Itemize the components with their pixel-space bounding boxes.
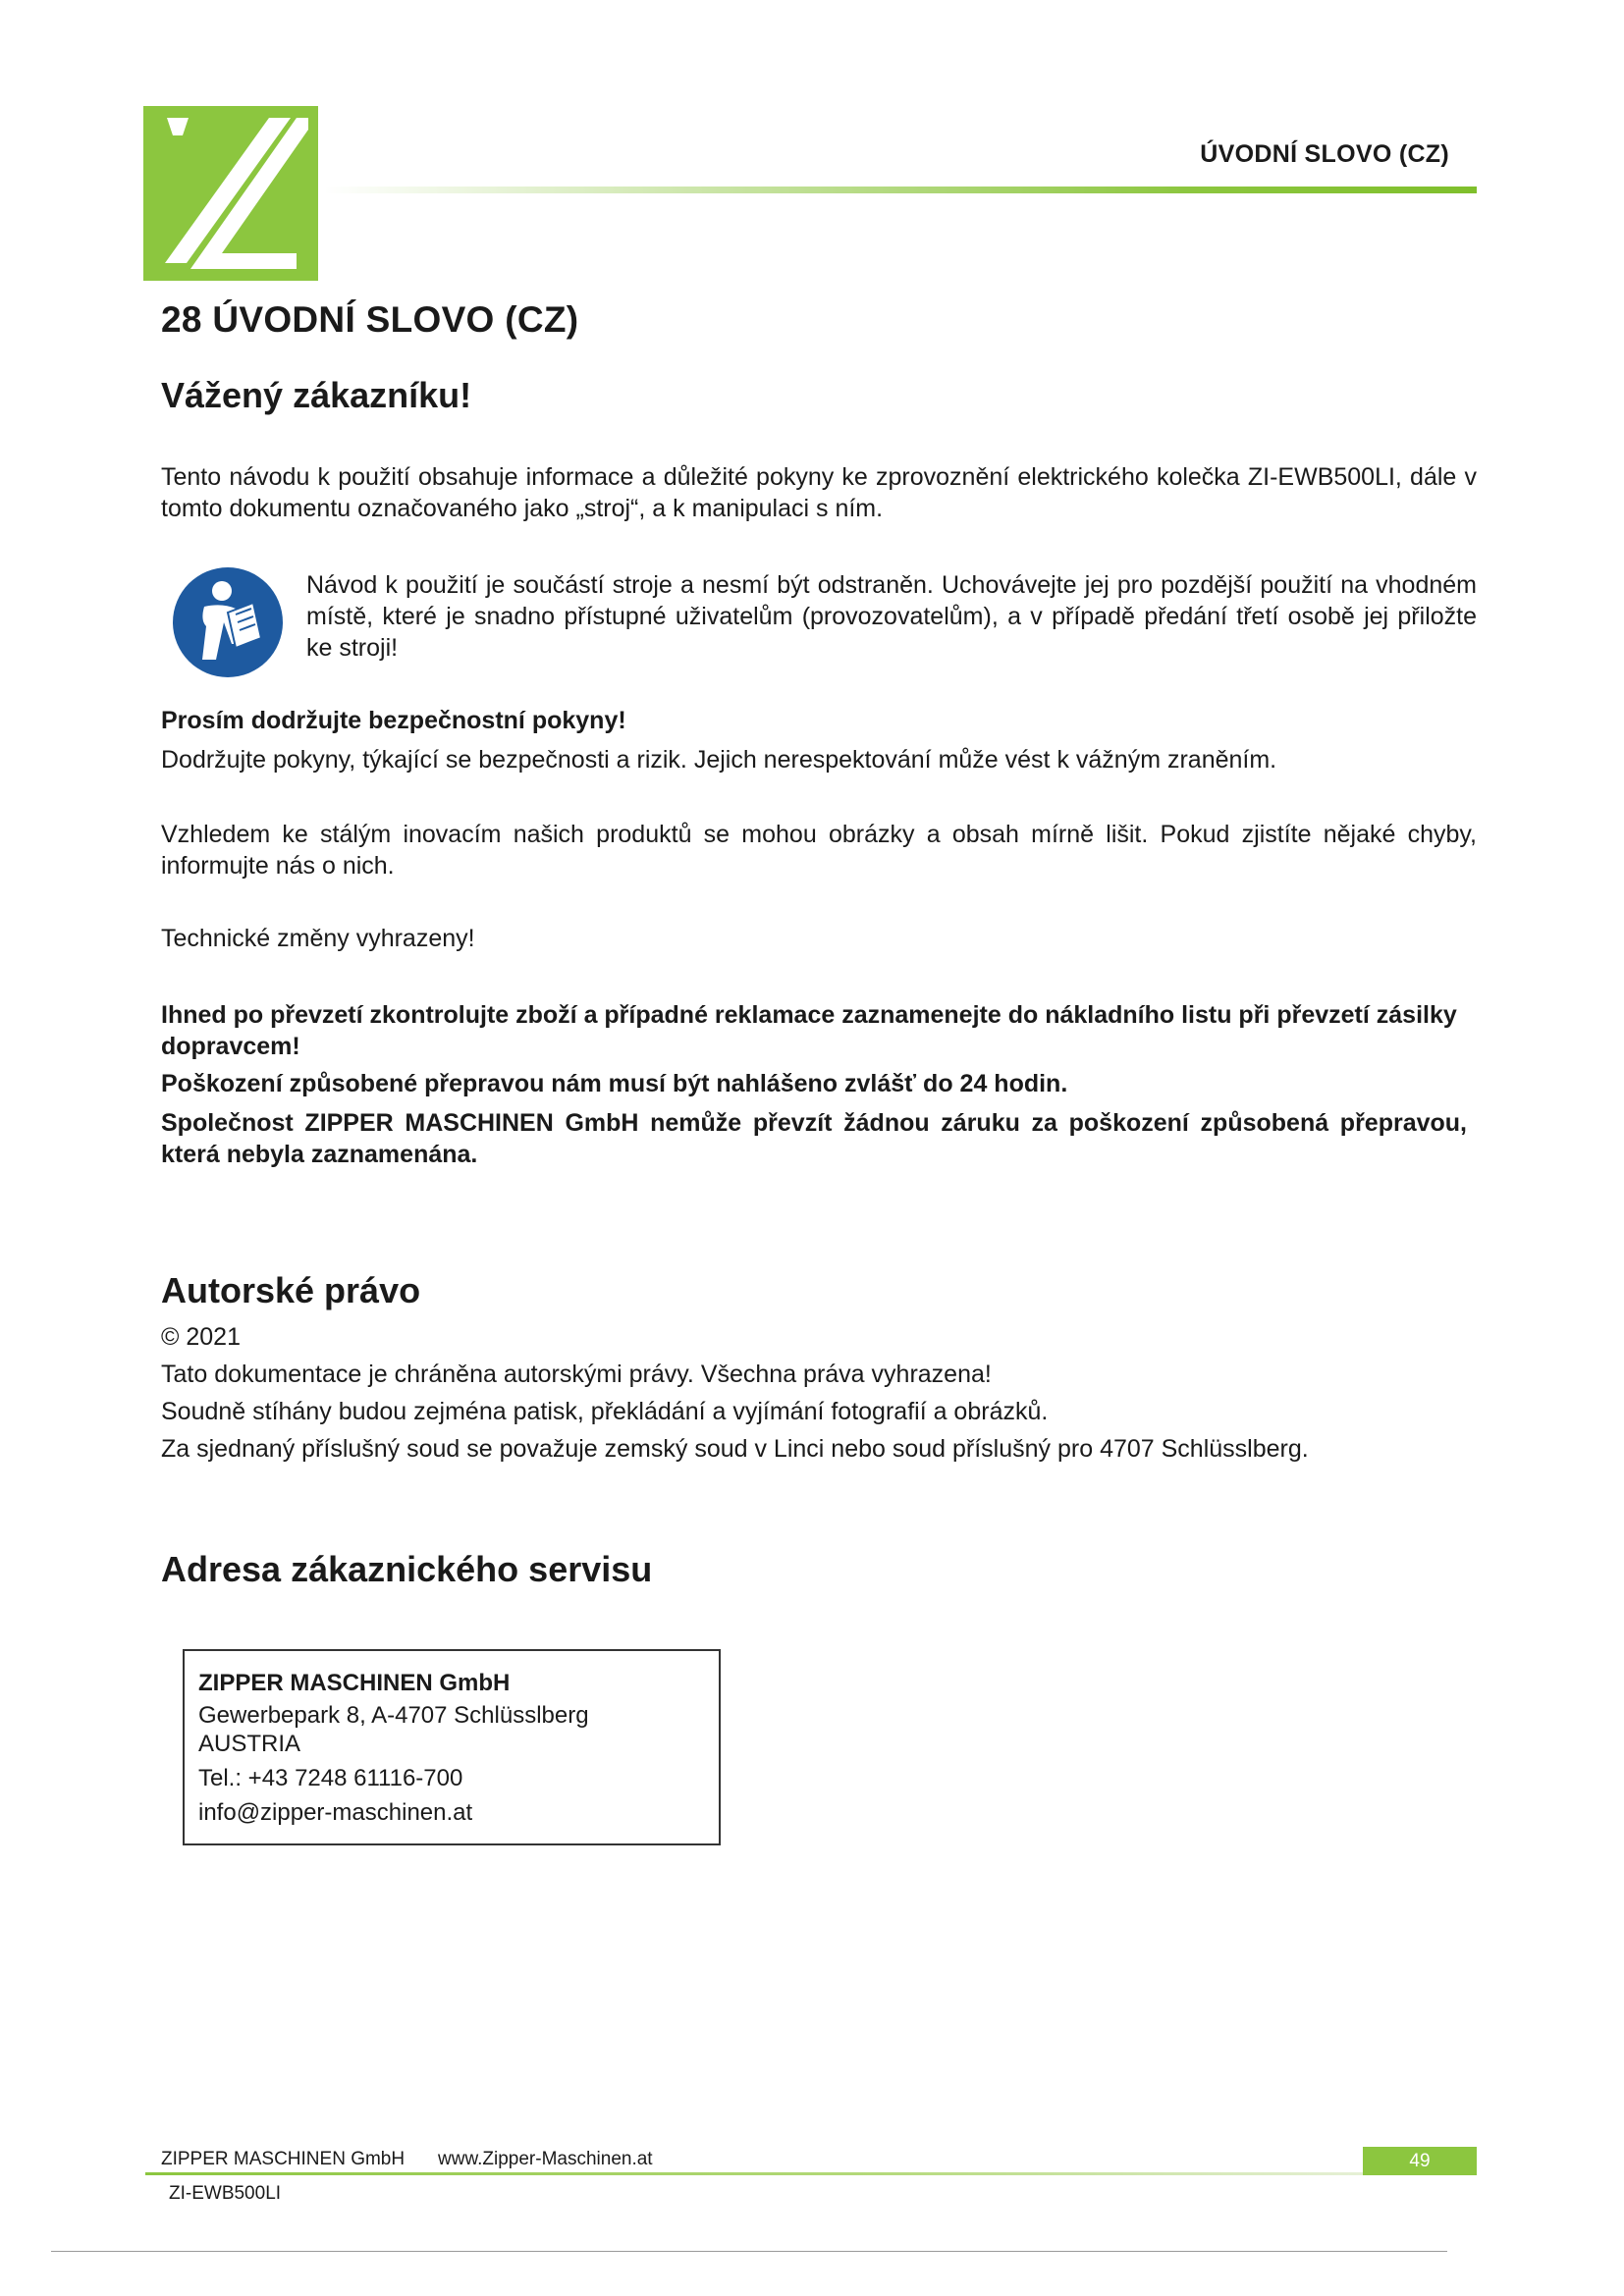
footer-model: ZI-EWB500LI <box>169 2183 282 2204</box>
footer-divider <box>145 2172 1363 2175</box>
read-manual-icon <box>171 565 285 679</box>
transport-check-paragraph: Ihned po převzetí zkontrolujte zboží a případné reklamace zaznamenejte do nákladního listu při převzetí zásilky dopravcem! <box>161 1001 1457 1060</box>
footer-website[interactable]: www.Zipper-Maschinen.at <box>438 2149 653 2169</box>
transport-warranty-paragraph: Společnost ZIPPER MASCHINEN GmbH nemůže převzít žádnou záruku za poškození způsobená přepravou, která nebyla zaznamenána. <box>161 1109 1467 1168</box>
zipper-logo-icon <box>143 106 318 281</box>
footer-company: ZIPPER MASCHINEN GmbH <box>161 2149 406 2169</box>
service-company: ZIPPER MASCHINEN GmbH <box>198 1670 511 1696</box>
header-divider <box>324 187 1477 193</box>
safety-text: Dodržujte pokyny, týkající se bezpečnosti a rizik. Jejich nerespektování může vést k vážným zraněním. <box>161 746 1277 774</box>
copyright-line-1: Tato dokumentace je chráněna autorskými právy. Všechna práva vyhrazena! <box>161 1361 992 1388</box>
copyright-heading: Autorské právo <box>161 1270 421 1310</box>
greeting-heading: Vážený zákazníku! <box>161 375 472 415</box>
service-heading: Adresa zákaznického servisu <box>161 1549 653 1589</box>
copyright-line-2: Soudně stíhány budou zejména patisk, překládání a vyjímání fotografií a obrázků. <box>161 1398 1049 1425</box>
page-bottom-rule <box>51 2251 1447 2252</box>
service-phone: Tel.: +43 7248 61116-700 <box>198 1765 463 1791</box>
service-address-box <box>183 1649 721 1845</box>
service-street: Gewerbepark 8, A-4707 Schlüsslberg <box>198 1702 589 1729</box>
service-email[interactable]: info@zipper-maschinen.at <box>198 1799 473 1826</box>
tech-changes-note: Technické změny vyhrazeny! <box>161 925 475 952</box>
page-number: 49 <box>1363 2147 1477 2175</box>
service-country: AUSTRIA <box>198 1731 301 1757</box>
chapter-title: 28 ÚVODNÍ SLOVO (CZ) <box>161 299 579 340</box>
intro-paragraph: Tento návodu k použití obsahuje informace a důležité pokyny ke zprovoznění elektrického kolečka ZI-EWB500LI, dále v tomto dokumentu označovaného jako „stroj“, a k manipulaci s ním. <box>161 463 1477 522</box>
copyright-year: © 2021 <box>161 1323 241 1351</box>
innovation-paragraph: Vzhledem ke stálým inovacím našich produktů se mohou obrázky a obsah mírně lišit. Pokud zjistíte nějaké chyby, informujte nás o nich. <box>161 821 1477 880</box>
transport-damage-paragraph: Poškození způsobené přepravou nám musí být nahlášeno zvlášť do 24 hodin. <box>161 1070 1068 1097</box>
manual-note: Návod k použití je součástí stroje a nesmí být odstraněn. Uchovávejte jej pro pozdější použití na vhodném místě, které je snadno přístupné uživatelům (provozovatelům), a v případě předání třetí osobě jej přiložte ke stroji! <box>306 571 1477 662</box>
safety-heading: Prosím dodržujte bezpečnostní pokyny! <box>161 707 626 734</box>
copyright-line-3: Za sjednaný příslušný soud se považuje zemský soud v Linci nebo soud příslušný pro 4707 Schlüsslberg. <box>161 1435 1309 1463</box>
header-title: ÚVODNÍ SLOVO (CZ) <box>1200 140 1449 168</box>
